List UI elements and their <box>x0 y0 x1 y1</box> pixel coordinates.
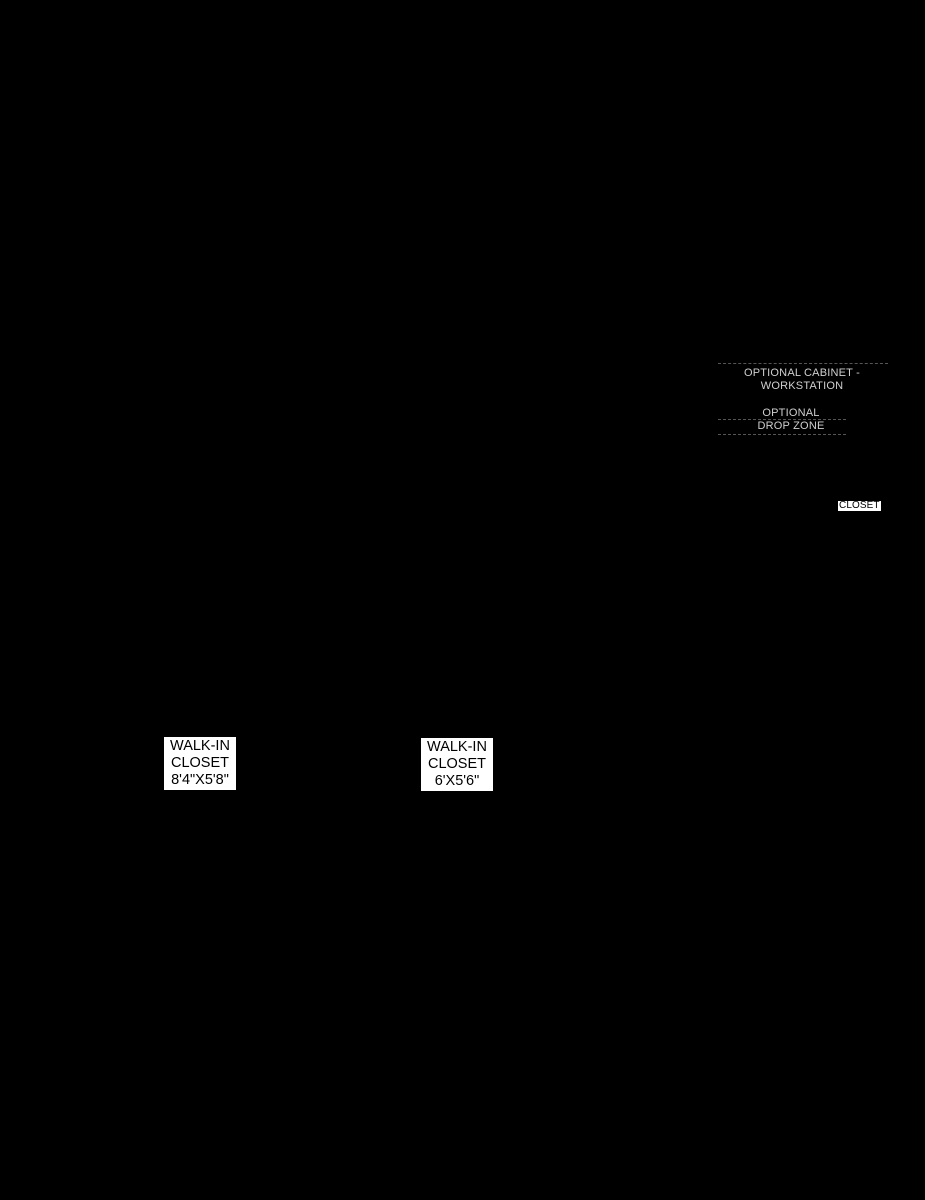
walk-in-closet-1-line1: WALK-IN <box>170 738 230 754</box>
walk-in-closet-1-dimensions: 8'4"X5'8" <box>171 772 229 788</box>
optional-drop-zone-line1: OPTIONAL <box>762 407 820 419</box>
closet-label: CLOSET <box>839 500 880 511</box>
walk-in-closet-2-label <box>421 738 493 791</box>
optional-cabinet-line1: OPTIONAL CABINET - <box>743 367 861 379</box>
optional-drop-zone-label <box>736 407 846 433</box>
optional-cabinet-line2: WORKSTATION <box>760 380 844 392</box>
walk-in-closet-2-dimensions: 6'X5'6" <box>434 773 480 789</box>
optional-drop-zone-line2: DROP ZONE <box>757 420 825 432</box>
walk-in-closet-2-line2: CLOSET <box>427 756 486 772</box>
walk-in-closet-1-line2: CLOSET <box>170 755 229 771</box>
walk-in-closet-2-line1: WALK-IN <box>427 739 487 755</box>
optional-drop-zone-bottom-dashed-line <box>718 434 846 435</box>
optional-cabinet-top-dashed-line <box>718 363 888 364</box>
optional-cabinet-workstation-label <box>732 367 872 393</box>
walk-in-closet-1-label <box>164 737 236 790</box>
